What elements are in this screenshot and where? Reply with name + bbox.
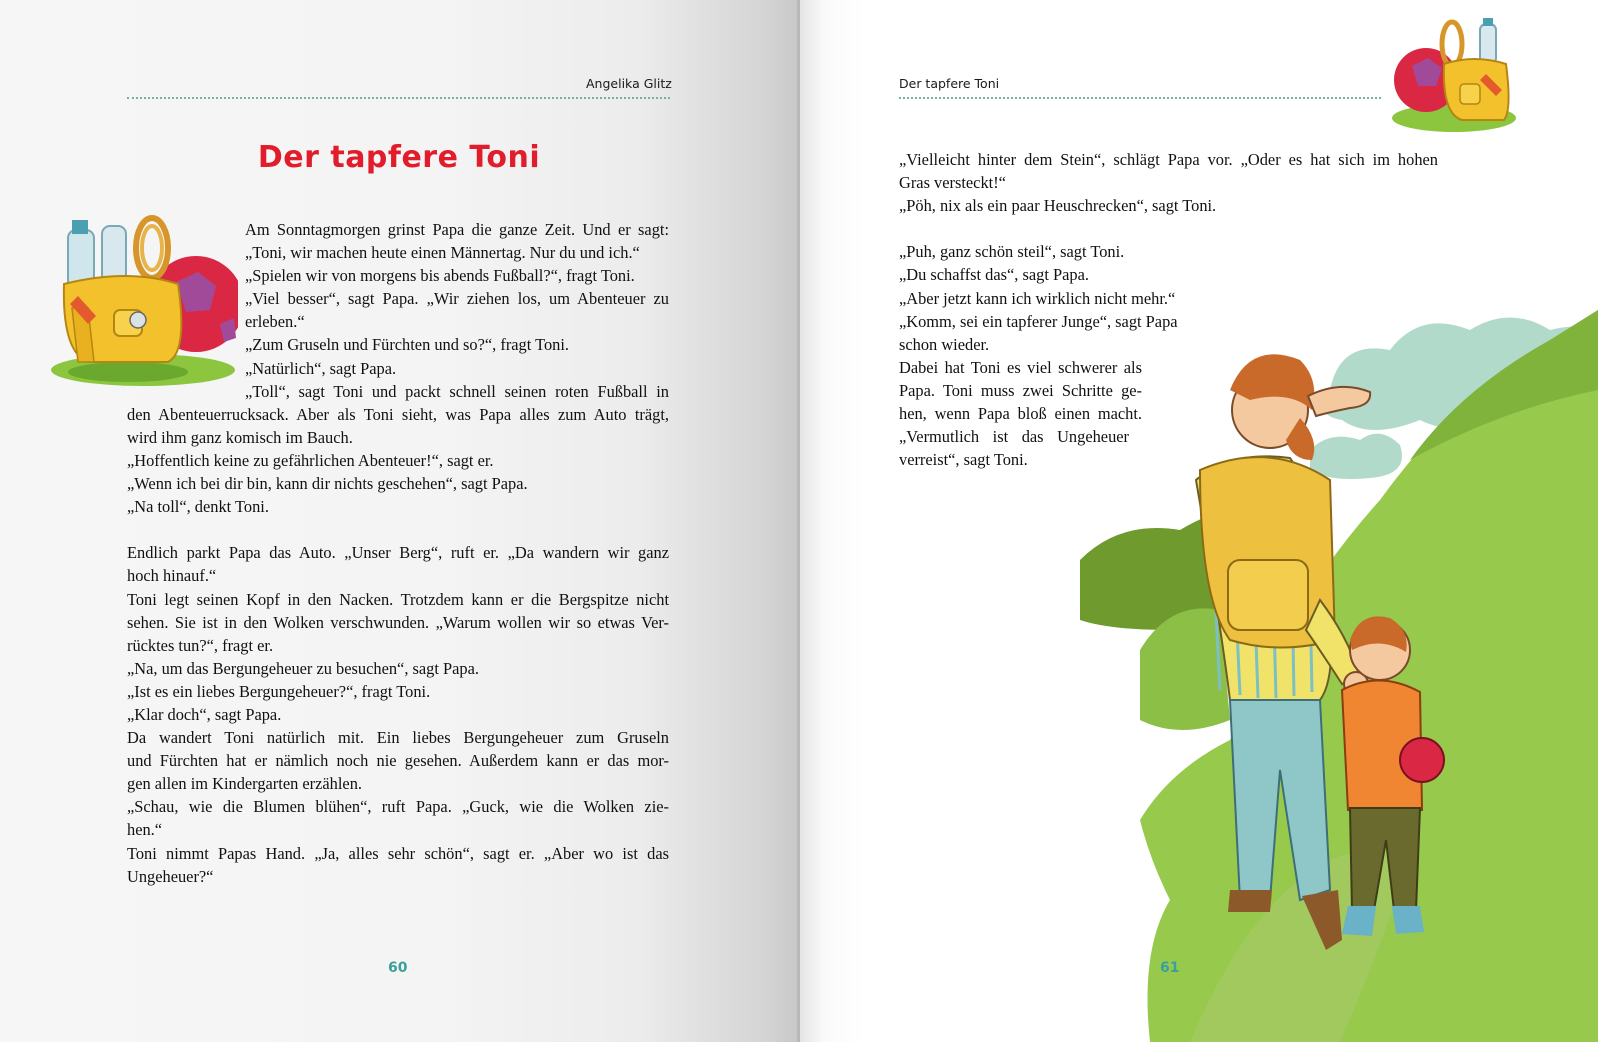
text-line: „Vielleicht hinter dem Stein“, schlägt Papa vor. „Oder es hat sich im hohen <box>899 150 1438 169</box>
text-line: „Toni, wir machen heute einen Männertag. Nur du und ich.“ <box>245 243 640 263</box>
text-line: Am Sonntagmorgen grinst Papa die ganze Zeit. Und er sagt: <box>245 220 669 239</box>
corner-backpack-illustration <box>1388 14 1518 134</box>
text-line: Papa. Toni muss zwei Schritte ge- <box>899 380 1142 400</box>
page-number-right: 61 <box>1160 960 1180 976</box>
text-line: „Pöh, nix als ein paar Heuschrecken“, sagt Toni. <box>899 196 1217 216</box>
header-rule <box>899 97 1381 99</box>
text-line: „Klar doch“, sagt Papa. <box>127 705 282 725</box>
text-line: „Komm, sei ein tapferer Junge“, sagt Papa <box>899 311 1178 331</box>
text-line: „Spielen wir von morgens bis abends Fußball?“, fragt Toni. <box>245 266 635 286</box>
text-line: „Viel besser“, sagt Papa. „Wir ziehen los, um Abenteuer zu <box>245 289 669 309</box>
story-title: Der tapfere Toni <box>257 140 541 175</box>
running-head-author: Angelika Glitz <box>586 76 672 91</box>
text-line: Toni legt seinen Kopf in den Nacken. Trotzdem kann er die Bergspitze nicht <box>127 589 669 609</box>
text-line: Da wandert Toni natürlich mit. Ein liebes Bergungeheuer zum Gruseln <box>127 728 669 748</box>
text-line: hen, wenn Papa bloß einen macht. <box>899 404 1142 424</box>
text-line: rücktes tun?“, fragt er. <box>127 635 274 655</box>
text-line: Dabei hat Toni es viel schwerer als <box>899 357 1142 377</box>
text-line: „Na, um das Bergungeheuer zu besuchen“, sagt Papa. <box>127 658 479 678</box>
text-line: „Na toll“, denkt Toni. <box>127 497 269 517</box>
text-line: Gras versteckt!“ <box>899 173 1006 193</box>
text-line: wird ihm ganz komisch im Bauch. <box>127 427 353 447</box>
text-line: „Schau, wie die Blumen blühen“, ruft Papa. „Guck, wie die Wolken zie- <box>127 797 669 817</box>
father-son-hiking-illustration <box>1080 300 1598 1042</box>
text-line: und Fürchten hat er nämlich noch nie gesehen. Außerdem kann er das mor- <box>127 751 669 771</box>
text-line: „Hoffentlich keine zu gefährlichen Abenteuer!“, sagt er. <box>127 450 494 470</box>
paragraph-1-block-bottom <box>127 403 669 888</box>
text-line: gen allen im Kindergarten erzählen. <box>127 774 362 794</box>
right-page <box>800 0 1598 1042</box>
text-line: „Natürlich“, sagt Papa. <box>245 358 397 378</box>
text-line: „Vermutlich ist das Ungeheuer <box>899 427 1129 447</box>
paragraph-1-block-top <box>245 218 669 403</box>
text-line: hoch hinauf.“ <box>127 566 217 586</box>
text-line: „Du schaffst das“, sagt Papa. <box>899 265 1089 285</box>
text-line: „Toll“, sagt Toni und packt schnell seinen roten Fußball in <box>245 381 669 401</box>
text-line: erleben.“ <box>245 312 305 332</box>
text-line: Toni nimmt Papas Hand. „Ja, alles sehr schön“, sagt er. „Aber wo ist das <box>127 843 669 863</box>
text-line: schon wieder. <box>899 334 990 354</box>
text-line: „Ist es ein liebes Bergungeheuer?“, fragt Toni. <box>127 681 431 701</box>
page-number-left: 60 <box>388 960 408 976</box>
text-line: „Zum Gruseln und Fürchten und so?“, fragt Toni. <box>245 335 570 355</box>
paragraph-1-block <box>899 148 1438 356</box>
text-line: verreist“, sagt Toni. <box>899 450 1028 470</box>
paragraph-2-block-narrow <box>899 356 1142 471</box>
running-head-title: Der tapfere Toni <box>899 76 1000 91</box>
header-rule <box>127 97 670 99</box>
text-line: Endlich parkt Papa das Auto. „Unser Berg“, ruft er. „Da wandern wir ganz <box>127 543 669 563</box>
text-line: „Aber jetzt kann ich wirklich nicht mehr.“ <box>899 288 1176 308</box>
text-line: Ungeheuer?“ <box>127 866 214 886</box>
text-line: den Abenteuerrucksack. Aber als Toni sieht, was Papa alles zum Auto trägt, <box>127 404 669 424</box>
backpack-illustration <box>48 212 238 387</box>
text-line: „Wenn ich bei dir bin, kann dir nichts geschehen“, sagt Papa. <box>127 474 528 494</box>
text-line: hen.“ <box>127 820 163 840</box>
text-line: sehen. Sie ist in den Wolken verschwunden. „Warum wollen wir so etwas Ver- <box>127 612 669 632</box>
text-line: „Puh, ganz schön steil“, sagt Toni. <box>899 242 1125 262</box>
left-page <box>0 0 798 1042</box>
